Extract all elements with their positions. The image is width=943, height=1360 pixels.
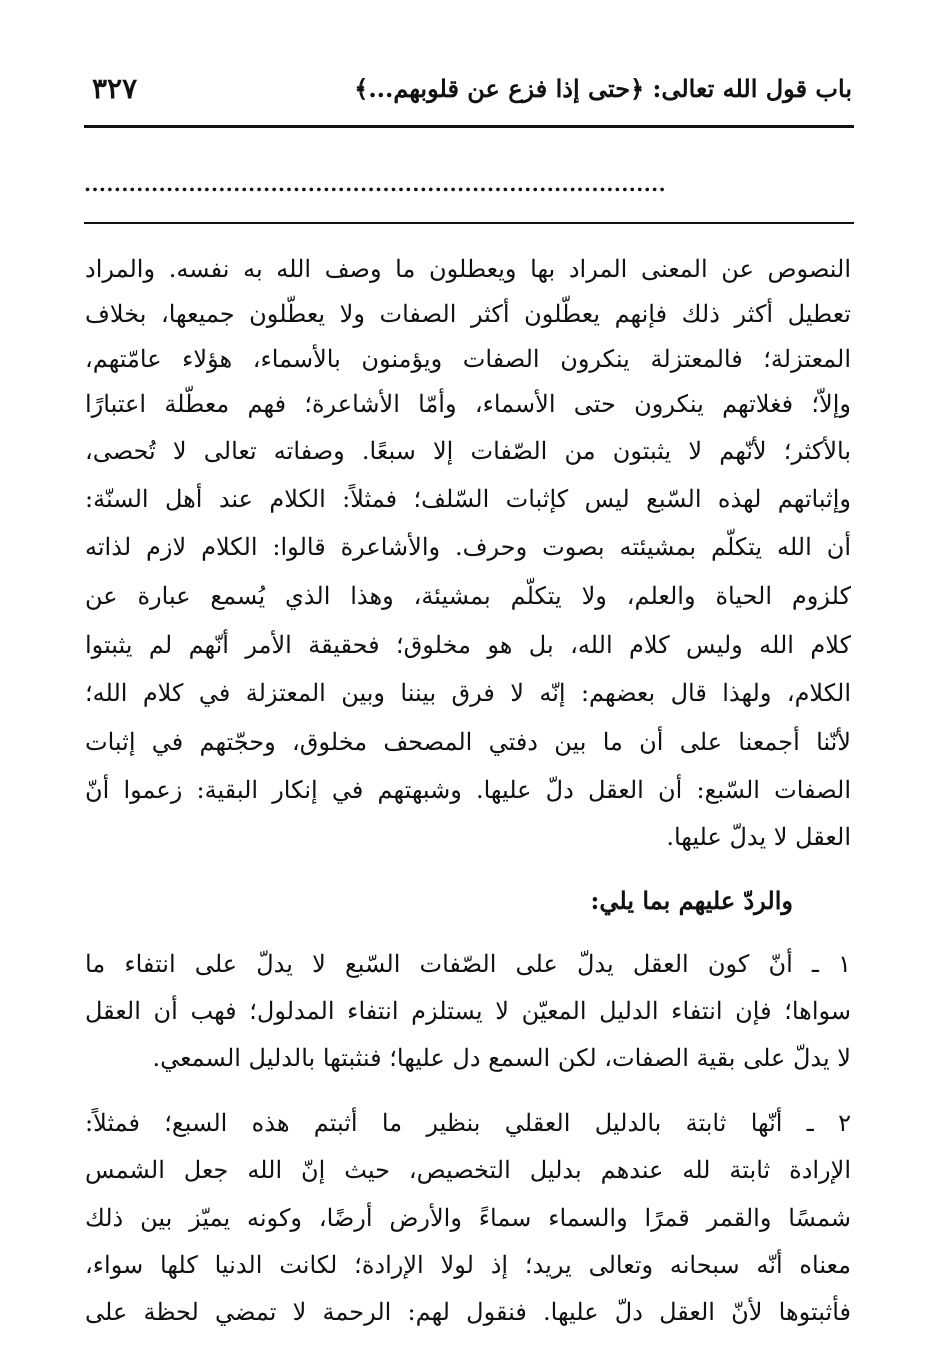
body-line: معناه أنّه سبحانه وتعالى يريد؛ إذ لولا الإرادة؛ لكانت الدنيا كلها سواء، <box>85 1251 851 1279</box>
body-line: العقل لا يدلّ عليها. <box>666 823 851 851</box>
body-line: فأثبتوها لأنّ العقل دلّ عليها. فنقول لهم: الرحمة لا تمضي لحظة على <box>85 1298 851 1326</box>
header-rule <box>84 125 854 128</box>
body-line: النصوص عن المعنى المراد بها ويعطلون ما وصف الله به نفسه. والمراد <box>85 255 851 283</box>
body-line: الكلام، ولهذا قال بعضهم: إنّه لا فرق بيننا وبين المعتزلة في كلام الله؛ <box>85 679 851 707</box>
running-header <box>84 70 852 120</box>
body-line: ١ ـ أنّ كون العقل يدلّ على الصّفات السّبع لا يدلّ على انتفاء ما <box>85 950 851 978</box>
body-line: كلزوم الحياة والعلم، ولا يتكلّم بمشيئة، وهذا الذي يُسمع عبارة عن <box>85 582 851 610</box>
body-line: أن الله يتكلّم بمشيئته بصوت وحرف. والأشاعرة قالوا: الكلام لازم لذاته <box>85 533 851 561</box>
body-line: الصفات السّبع: أن العقل دلّ عليها. وشبهتهم في إنكار البقية: زعموا أنّ <box>85 776 851 804</box>
body-line: المعتزلة؛ فالمعتزلة ينكرون الصفات ويؤمنون بالأسماء، هؤلاء عامّتهم، <box>85 345 851 373</box>
body-line: وإثباتهم لهذه السّبع ليس كإثبات السّلف؛ فمثلاً: الكلام عند أهل السنّة: <box>85 485 851 513</box>
chapter-title: باب قول الله تعالى: ﴿حتى إذا فزع عن قلوبهم...﴾ <box>354 74 852 103</box>
body-line: لا يدلّ على بقية الصفات، لكن السمع دل عليها؛ فنثبتها بالدليل السمعي. <box>152 1044 851 1072</box>
body-line: شمسًا والقمر قمرًا والسماء سماءً والأرض أرضًا، وكونه يميّز بين ذلك <box>85 1204 851 1232</box>
footnote-dotted-line: .............................................................................. <box>84 172 667 196</box>
body-separator-rule <box>84 222 854 224</box>
body-line: بالأكثر؛ لأنّهم لا يثبتون من الصّفات إلا سبعًا. وصفاته تعالى لا تُحصى، <box>85 437 851 465</box>
body-line: كلام الله وليس كلام الله، بل هو مخلوق؛ فحقيقة الأمر أنّهم لم يثبتوا <box>85 631 851 659</box>
page-number: ٣٢٧ <box>92 72 138 105</box>
body-line: ٢ ـ أنّها ثابتة بالدليل العقلي بنظير ما أثبتم هذه السبع؛ فمثلاً: <box>85 1109 851 1137</box>
body-line: تعطيل أكثر ذلك فإنهم يعطّلون أكثر الصفات ولا يعطّلون جميعها، بخلاف <box>85 300 851 328</box>
section-subheading: والردّ عليهم بما يلي: <box>590 886 793 915</box>
body-line: وإلاّ؛ فغلاتهم ينكرون حتى الأسماء، وأمّا الأشاعرة؛ فهم معطّلة اعتبارًا <box>85 390 851 418</box>
body-line: سواها؛ فإن انتفاء الدليل المعيّن لا يستلزم انتفاء المدلول؛ فهب أن العقل <box>85 997 851 1025</box>
body-line: لأنّنا أجمعنا على أن ما بين دفتي المصحف مخلوق، وحجّتهم في إثبات <box>85 728 851 756</box>
body-line: الإرادة ثابتة لله عندهم بدليل التخصيص، حيث إنّ الله جعل الشمس <box>85 1156 851 1184</box>
